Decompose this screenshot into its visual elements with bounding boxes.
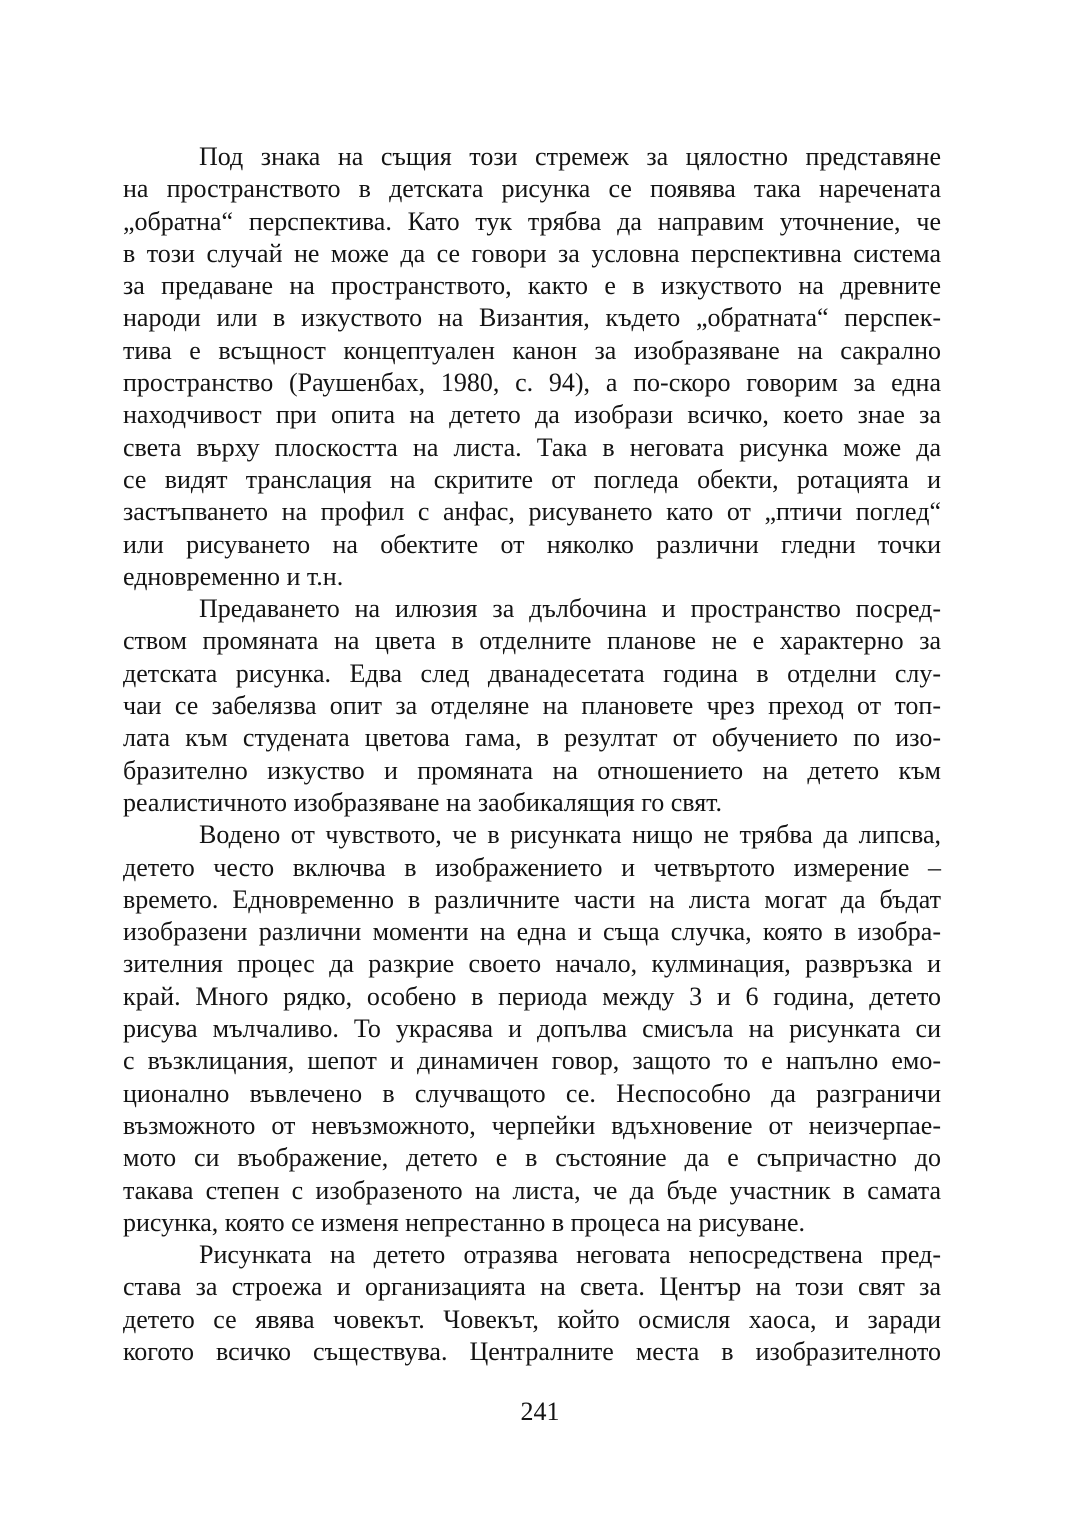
text-line: с възклицания, шепот и динамичен говор, защото то е напълно емо- (123, 1046, 941, 1076)
text-line: или рисуването на обектите от няколко различни гледни точки (123, 529, 941, 559)
text-line: времето. Едновременно в различните части на листа могат да бъдат (123, 884, 941, 914)
text-line: пространство (Раушенбах, 1980, с. 94), а по-скоро говорим за една (123, 368, 941, 398)
text-line: реалистичното изобразяване на заобикалящия го свят. (123, 787, 723, 817)
text-line: лата към студената цветова гама, в резултат от обучението по изо- (123, 723, 941, 753)
text-line: рисува мълчаливо. То украсява и допълва смисъла на рисунката си (123, 1014, 941, 1044)
text-line: рисунка, която се изменя непрестанно в процеса на рисуване. (123, 1207, 806, 1237)
text-line: зителния процес да разкрие своето начало, кулминация, развръзка и (123, 949, 941, 979)
text-line: Рисунката на детето отразява неговата непосредствена пред- (199, 1240, 941, 1270)
text-line: се видят транслация на скритите от погледа обекти, ротацията и (123, 464, 941, 494)
text-line: такава степен с изобразеното на листа, че да бъде участник в самата (123, 1175, 941, 1205)
text-line: детската рисунка. Едва след дванадесетата година в отделни слу- (123, 658, 941, 688)
text-line: ством промяната на цвета в отделните планове не е характерно за (123, 626, 941, 656)
paragraph-2 (123, 593, 941, 819)
page-number: 241 (520, 1397, 560, 1426)
text-line: в този случай не може да се говори за условна перспективна система (123, 238, 941, 268)
text-line: мото си въображение, детето е в състояние да е съпричастно до (123, 1143, 941, 1173)
text-line: находчивост при опита на детето да изобрази всичко, което знае за (123, 400, 941, 430)
text-line: на пространството в детската рисунка се появява така наречената (123, 174, 941, 204)
text-line: възможното от невъзможното, черпейки вдъхновение от неизчерпае- (123, 1110, 941, 1140)
text-line: Водено от чувството, че в рисунката нищо не трябва да липсва, (199, 820, 941, 850)
text-line: за предаване на пространството, както е в изкуството на древните (123, 271, 941, 301)
text-line: едновременно и т.н. (123, 561, 344, 591)
text-line: става за строежа и организацията на света. Център на този свят за (123, 1272, 941, 1302)
paragraph-3 (123, 819, 941, 1239)
text-line: детето често включва в изображението и четвъртото измерение – (123, 852, 941, 882)
text-line: бразително изкуство и промяната на отношението на детето към (123, 755, 941, 785)
text-line: „обратна“ перспектива. Като тук трябва да направим уточнение, че (123, 206, 941, 236)
text-line: Под знака на същия този стремеж за цялостно представяне (199, 142, 941, 171)
text-line: чаи се забелязва опит за отделяне на плановете чрез преход от топ- (123, 691, 941, 721)
text-line: света върху плоскостта на листа. Така в неговата рисунка може да (123, 432, 941, 462)
text-line: Предаването на илюзия за дълбочина и пространство посред- (199, 594, 941, 624)
text-line: застъпването на профил с анфас, рисуването като от „птичи поглед“ (123, 497, 941, 527)
text-line: тива е всъщност концептуален канон за изобразяване на сакрално (123, 335, 941, 365)
body-text (123, 141, 941, 1368)
text-line: ционално въвлечено в случващото се. Неспособно да разграничи (123, 1078, 941, 1108)
text-line: когото всичко съществува. Централните места в изобразителното (123, 1336, 941, 1366)
paragraph-4 (123, 1239, 941, 1368)
paragraph-1 (123, 141, 941, 593)
text-line: изобразени различни моменти на една и съща случка, която в изобра- (123, 917, 941, 947)
text-line: край. Много рядко, особено в периода между 3 и 6 година, детето (123, 981, 941, 1011)
text-line: детето се явява човекът. Човекът, който осмисля хаоса, и заради (123, 1304, 941, 1334)
text-line: народи или в изкуството на Византия, където „обратната“ перспек- (123, 303, 941, 333)
